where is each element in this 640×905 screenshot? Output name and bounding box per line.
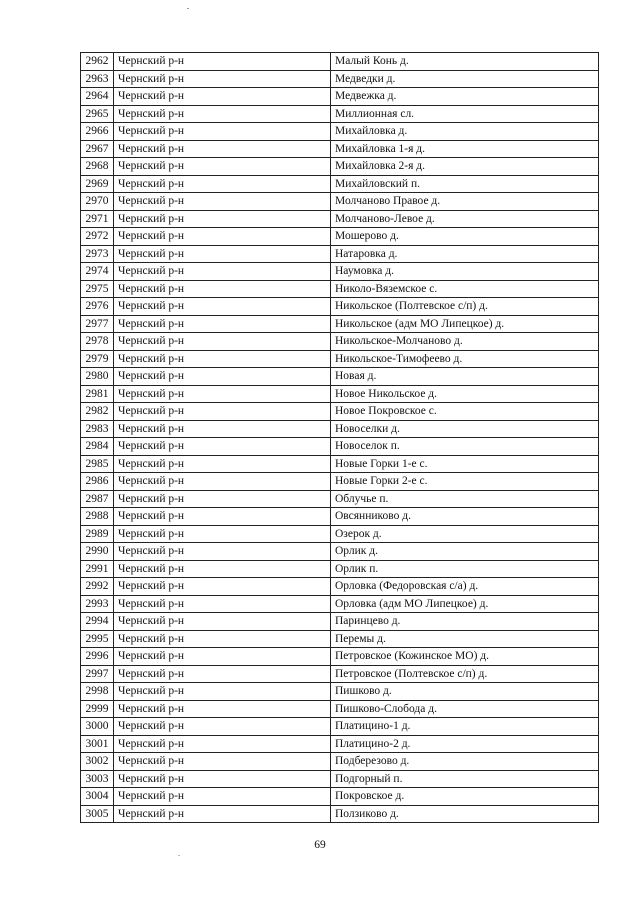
row-number: 2966 bbox=[81, 123, 114, 141]
table-row bbox=[81, 455, 599, 473]
district-cell: Чернский р-н bbox=[114, 158, 331, 176]
row-number: 2977 bbox=[81, 315, 114, 333]
settlement-cell: Овсянниково д. bbox=[331, 508, 599, 526]
row-number: 3002 bbox=[81, 753, 114, 771]
settlement-cell: Новоселок п. bbox=[331, 438, 599, 456]
district-cell: Чернский р-н bbox=[114, 263, 331, 281]
district-cell: Чернский р-н bbox=[114, 753, 331, 771]
settlement-cell: Медведки д. bbox=[331, 70, 599, 88]
table-row bbox=[81, 665, 599, 683]
settlement-cell: Платицино-2 д. bbox=[331, 735, 599, 753]
settlement-cell: Ползиково д. bbox=[331, 805, 599, 823]
table-row bbox=[81, 53, 599, 71]
table-row bbox=[81, 508, 599, 526]
table-row bbox=[81, 280, 599, 298]
settlement-cell: Подгорный п. bbox=[331, 770, 599, 788]
settlement-cell: Орловка (адм МО Липецкое) д. bbox=[331, 595, 599, 613]
district-cell: Чернский р-н bbox=[114, 455, 331, 473]
settlement-cell: Перемы д. bbox=[331, 630, 599, 648]
settlement-cell: Никольское-Молчаново д. bbox=[331, 333, 599, 351]
district-cell: Чернский р-н bbox=[114, 613, 331, 631]
row-number: 2988 bbox=[81, 508, 114, 526]
district-cell: Чернский р-н bbox=[114, 280, 331, 298]
row-number: 3000 bbox=[81, 718, 114, 736]
table-row bbox=[81, 473, 599, 491]
settlement-cell: Покровское д. bbox=[331, 788, 599, 806]
settlement-cell: Паринцево д. bbox=[331, 613, 599, 631]
settlement-cell: Пишково д. bbox=[331, 683, 599, 701]
settlement-cell: Озерок д. bbox=[331, 525, 599, 543]
table-row bbox=[81, 403, 599, 421]
table-row bbox=[81, 385, 599, 403]
row-number: 2969 bbox=[81, 175, 114, 193]
district-cell: Чернский р-н bbox=[114, 473, 331, 491]
row-number: 2998 bbox=[81, 683, 114, 701]
table-row bbox=[81, 718, 599, 736]
row-number: 2967 bbox=[81, 140, 114, 158]
row-number: 2990 bbox=[81, 543, 114, 561]
scan-mark bbox=[178, 855, 180, 856]
row-number: 3003 bbox=[81, 770, 114, 788]
row-number: 2993 bbox=[81, 595, 114, 613]
settlement-cell: Медвежка д. bbox=[331, 88, 599, 106]
settlement-cell: Платицино-1 д. bbox=[331, 718, 599, 736]
settlement-cell: Михайловка 2-я д. bbox=[331, 158, 599, 176]
table-row bbox=[81, 683, 599, 701]
settlement-cell: Пишково-Слобода д. bbox=[331, 700, 599, 718]
row-number: 2986 bbox=[81, 473, 114, 491]
table-row bbox=[81, 770, 599, 788]
table-row bbox=[81, 525, 599, 543]
district-cell: Чернский р-н bbox=[114, 88, 331, 106]
row-number: 2996 bbox=[81, 648, 114, 666]
row-number: 2997 bbox=[81, 665, 114, 683]
district-cell: Чернский р-н bbox=[114, 735, 331, 753]
row-number: 2999 bbox=[81, 700, 114, 718]
settlement-cell: Миллионная сл. bbox=[331, 105, 599, 123]
row-number: 2972 bbox=[81, 228, 114, 246]
table-row bbox=[81, 788, 599, 806]
table-row bbox=[81, 88, 599, 106]
table-row bbox=[81, 595, 599, 613]
table-row bbox=[81, 298, 599, 316]
district-cell: Чернский р-н bbox=[114, 700, 331, 718]
table-row bbox=[81, 700, 599, 718]
table-row bbox=[81, 560, 599, 578]
row-number: 2982 bbox=[81, 403, 114, 421]
row-number: 2975 bbox=[81, 280, 114, 298]
row-number: 2992 bbox=[81, 578, 114, 596]
row-number: 2968 bbox=[81, 158, 114, 176]
settlement-cell: Никольское-Тимофеево д. bbox=[331, 350, 599, 368]
settlement-cell: Новая д. bbox=[331, 368, 599, 386]
row-number: 2971 bbox=[81, 210, 114, 228]
district-cell: Чернский р-н bbox=[114, 665, 331, 683]
table-row bbox=[81, 578, 599, 596]
settlement-cell: Молчаново-Левое д. bbox=[331, 210, 599, 228]
district-cell: Чернский р-н bbox=[114, 140, 331, 158]
district-cell: Чернский р-н bbox=[114, 210, 331, 228]
table-body bbox=[81, 53, 599, 823]
district-cell: Чернский р-н bbox=[114, 175, 331, 193]
table-row bbox=[81, 158, 599, 176]
settlement-cell: Мошерово д. bbox=[331, 228, 599, 246]
settlement-cell: Михайловка д. bbox=[331, 123, 599, 141]
district-cell: Чернский р-н bbox=[114, 595, 331, 613]
table-row bbox=[81, 350, 599, 368]
district-cell: Чернский р-н bbox=[114, 683, 331, 701]
row-number: 2981 bbox=[81, 385, 114, 403]
district-cell: Чернский р-н bbox=[114, 193, 331, 211]
settlement-cell: Новые Горки 1-е с. bbox=[331, 455, 599, 473]
table-row bbox=[81, 753, 599, 771]
settlement-cell: Натаровка д. bbox=[331, 245, 599, 263]
table-row bbox=[81, 368, 599, 386]
table-row bbox=[81, 648, 599, 666]
district-cell: Чернский р-н bbox=[114, 543, 331, 561]
settlement-cell: Новые Горки 2-е с. bbox=[331, 473, 599, 491]
settlement-cell: Орловка (Федоровская с/а) д. bbox=[331, 578, 599, 596]
row-number: 2973 bbox=[81, 245, 114, 263]
district-cell: Чернский р-н bbox=[114, 718, 331, 736]
table-row bbox=[81, 210, 599, 228]
settlement-cell: Облучье п. bbox=[331, 490, 599, 508]
settlement-cell: Никольское (Полтевское с/п) д. bbox=[331, 298, 599, 316]
scan-mark bbox=[187, 8, 189, 9]
district-cell: Чернский р-н bbox=[114, 245, 331, 263]
district-cell: Чернский р-н bbox=[114, 438, 331, 456]
row-number: 2979 bbox=[81, 350, 114, 368]
district-cell: Чернский р-н bbox=[114, 508, 331, 526]
settlement-cell: Никольское (адм МО Липецкое) д. bbox=[331, 315, 599, 333]
district-cell: Чернский р-н bbox=[114, 420, 331, 438]
district-cell: Чернский р-н bbox=[114, 525, 331, 543]
district-cell: Чернский р-н bbox=[114, 385, 331, 403]
district-cell: Чернский р-н bbox=[114, 70, 331, 88]
district-cell: Чернский р-н bbox=[114, 298, 331, 316]
district-cell: Чернский р-н bbox=[114, 805, 331, 823]
district-cell: Чернский р-н bbox=[114, 123, 331, 141]
row-number: 2984 bbox=[81, 438, 114, 456]
row-number: 2989 bbox=[81, 525, 114, 543]
settlement-cell: Новое Никольское д. bbox=[331, 385, 599, 403]
row-number: 2963 bbox=[81, 70, 114, 88]
district-cell: Чернский р-н bbox=[114, 490, 331, 508]
settlement-cell: Молчаново Правое д. bbox=[331, 193, 599, 211]
district-cell: Чернский р-н bbox=[114, 53, 331, 71]
row-number: 2994 bbox=[81, 613, 114, 631]
settlement-cell: Михайловка 1-я д. bbox=[331, 140, 599, 158]
settlement-cell: Орлик д. bbox=[331, 543, 599, 561]
row-number: 2962 bbox=[81, 53, 114, 71]
table-row bbox=[81, 333, 599, 351]
table-row bbox=[81, 805, 599, 823]
district-cell: Чернский р-н bbox=[114, 770, 331, 788]
row-number: 2987 bbox=[81, 490, 114, 508]
row-number: 2970 bbox=[81, 193, 114, 211]
settlement-cell: Петровское (Кожинское МО) д. bbox=[331, 648, 599, 666]
row-number: 2964 bbox=[81, 88, 114, 106]
settlement-cell: Орлик п. bbox=[331, 560, 599, 578]
row-number: 2983 bbox=[81, 420, 114, 438]
table-row bbox=[81, 175, 599, 193]
row-number: 2976 bbox=[81, 298, 114, 316]
table-row bbox=[81, 123, 599, 141]
settlement-cell: Николо-Вяземское с. bbox=[331, 280, 599, 298]
table-row bbox=[81, 140, 599, 158]
settlement-cell: Михайловский п. bbox=[331, 175, 599, 193]
settlement-cell: Петровское (Полтевское с/п) д. bbox=[331, 665, 599, 683]
district-cell: Чернский р-н bbox=[114, 315, 331, 333]
table-row bbox=[81, 735, 599, 753]
table-row bbox=[81, 263, 599, 281]
table-row bbox=[81, 543, 599, 561]
table-row bbox=[81, 245, 599, 263]
row-number: 3005 bbox=[81, 805, 114, 823]
settlement-cell: Подберезово д. bbox=[331, 753, 599, 771]
row-number: 2995 bbox=[81, 630, 114, 648]
row-number: 2974 bbox=[81, 263, 114, 281]
district-cell: Чернский р-н bbox=[114, 368, 331, 386]
table-row bbox=[81, 630, 599, 648]
district-cell: Чернский р-н bbox=[114, 788, 331, 806]
district-cell: Чернский р-н bbox=[114, 105, 331, 123]
table-row bbox=[81, 613, 599, 631]
district-cell: Чернский р-н bbox=[114, 578, 331, 596]
table-row bbox=[81, 70, 599, 88]
district-cell: Чернский р-н bbox=[114, 648, 331, 666]
district-cell: Чернский р-н bbox=[114, 228, 331, 246]
table-row bbox=[81, 193, 599, 211]
row-number: 2978 bbox=[81, 333, 114, 351]
row-number: 3001 bbox=[81, 735, 114, 753]
district-cell: Чернский р-н bbox=[114, 350, 331, 368]
table-row bbox=[81, 490, 599, 508]
settlement-cell: Малый Конь д. bbox=[331, 53, 599, 71]
row-number: 2965 bbox=[81, 105, 114, 123]
row-number: 2985 bbox=[81, 455, 114, 473]
district-cell: Чернский р-н bbox=[114, 403, 331, 421]
table-row bbox=[81, 420, 599, 438]
district-cell: Чернский р-н bbox=[114, 560, 331, 578]
district-cell: Чернский р-н bbox=[114, 630, 331, 648]
row-number: 2980 bbox=[81, 368, 114, 386]
settlement-cell: Новоселки д. bbox=[331, 420, 599, 438]
settlement-cell: Наумовка д. bbox=[331, 263, 599, 281]
settlement-cell: Новое Покровское с. bbox=[331, 403, 599, 421]
settlements-table bbox=[80, 52, 599, 823]
district-cell: Чернский р-н bbox=[114, 333, 331, 351]
row-number: 3004 bbox=[81, 788, 114, 806]
table-row bbox=[81, 228, 599, 246]
table-row bbox=[81, 105, 599, 123]
page-number: 69 bbox=[314, 839, 326, 851]
table-row bbox=[81, 315, 599, 333]
row-number: 2991 bbox=[81, 560, 114, 578]
table-row bbox=[81, 438, 599, 456]
